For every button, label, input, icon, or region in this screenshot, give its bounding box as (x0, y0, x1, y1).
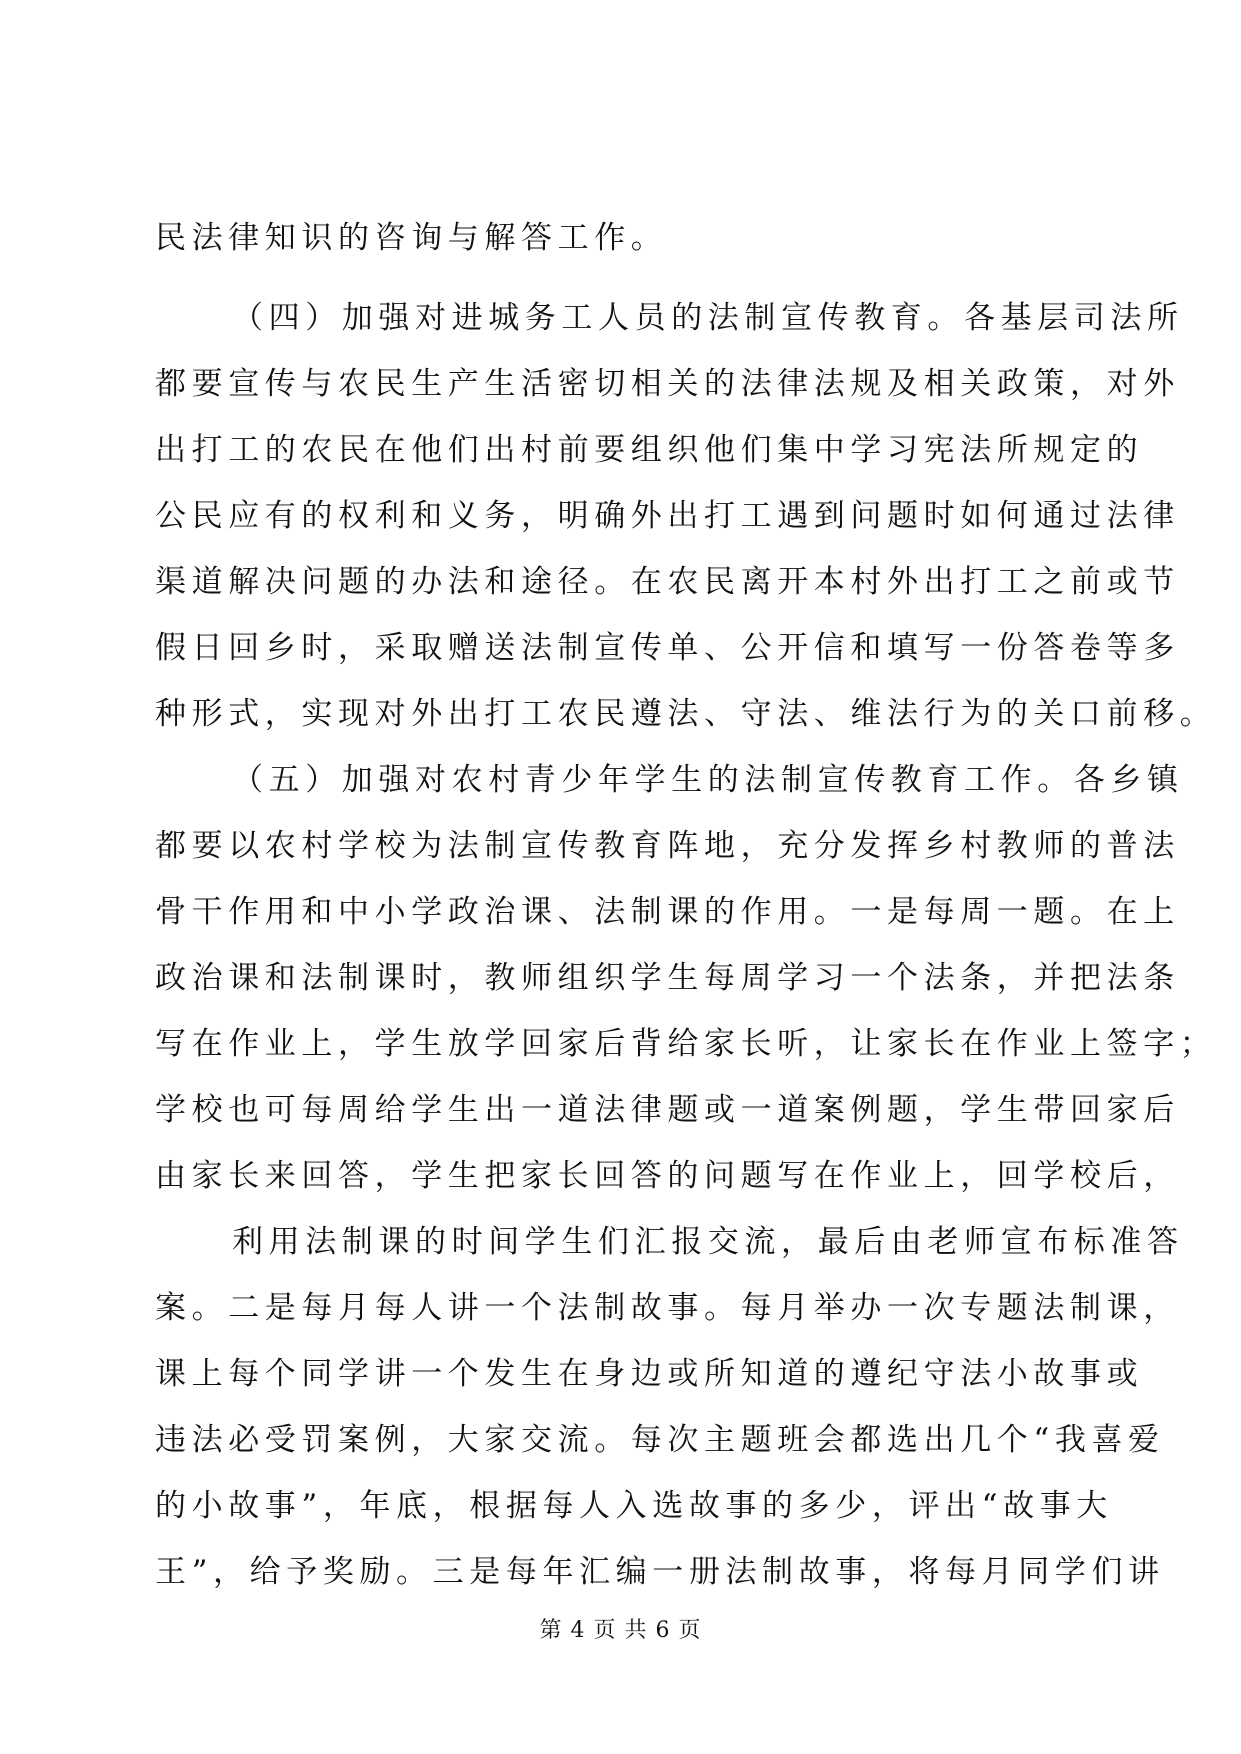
text-line: 违法必受罚案例，大家交流。每次主题班会都选出几个“我喜爱 (155, 1422, 1165, 1458)
text-line: 课上每个同学讲一个发生在身边或所知道的遵纪守法小故事或 (155, 1356, 1144, 1392)
text-line: （五）加强对农村青少年学生的法制宣传教育工作。各乡镇 (232, 762, 1184, 798)
text-line: 种形式，实现对外出打工农民遵法、守法、维法行为的关口前移。 (155, 696, 1217, 732)
text-line: 写在作业上，学生放学回家后背给家长听，让家长在作业上签字； (155, 1026, 1217, 1062)
text-line: 出打工的农民在他们出村前要组织他们集中学习宪法所规定的 (155, 432, 1144, 468)
text-line: 学校也可每周给学生出一道法律题或一道案例题，学生带回家后 (155, 1092, 1180, 1128)
text-line: 渠道解决问题的办法和途径。在农民离开本村外出打工之前或节 (155, 564, 1180, 600)
text-line: 政治课和法制课时，教师组织学生每周学习一个法条，并把法条 (155, 960, 1180, 996)
text-line: 由家长来回答，学生把家长回答的问题写在作业上，回学校后， (155, 1158, 1180, 1194)
text-line: 案。二是每月每人讲一个法制故事。每月举办一次专题法制课， (155, 1290, 1180, 1326)
text-line: 公民应有的权利和义务，明确外出打工遇到问题时如何通过法律 (155, 498, 1180, 534)
text-line: 民法律知识的咨询与解答工作。 (155, 220, 668, 256)
text-line: 利用法制课的时间学生们汇报交流，最后由老师宣布标准答 (232, 1224, 1184, 1260)
text-line: 都要宣传与农民生产生活密切相关的法律法规及相关政策，对外 (155, 366, 1180, 402)
text-line: 假日回乡时，采取赠送法制宣传单、公开信和填写一份答卷等多 (155, 630, 1180, 666)
text-line: 都要以农村学校为法制宣传教育阵地，充分发挥乡村教师的普法 (155, 828, 1180, 864)
page-number-footer: 第 4 页 共 6 页 (539, 1618, 702, 1643)
text-line: 的小故事”，年底，根据每人入选故事的多少，评出“故事大 (155, 1488, 1113, 1524)
text-line: 王”，给予奖励。三是每年汇编一册法制故事，将每月同学们讲 (155, 1554, 1165, 1590)
text-line: 骨干作用和中小学政治课、法制课的作用。一是每周一题。在上 (155, 894, 1180, 930)
text-line: （四）加强对进城务工人员的法制宣传教育。各基层司法所 (232, 300, 1184, 336)
